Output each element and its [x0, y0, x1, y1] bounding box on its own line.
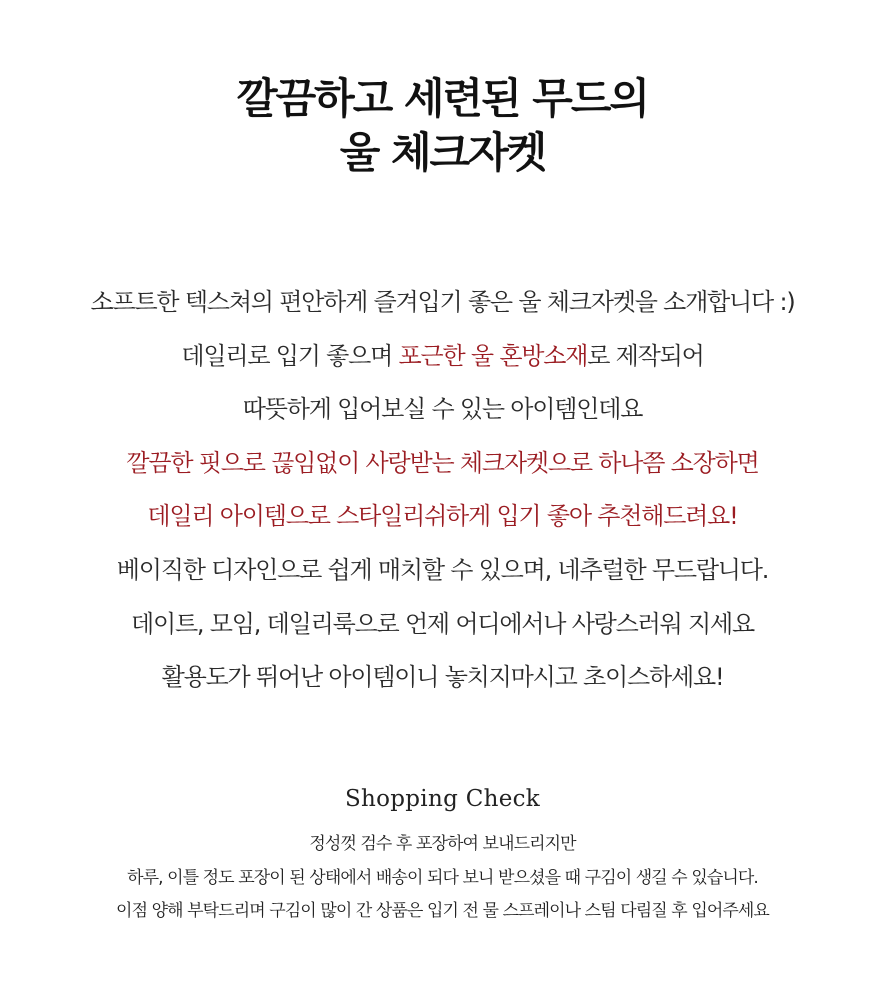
- description-line-2: [0, 330, 885, 384]
- headline-line-1: 깔끔하고 세련된 무드의: [237, 74, 648, 123]
- notice-line-3: 이점 양해 부탁드리며 구김이 많이 간 상품은 입기 전 물 스프레이나 스팀 다림질 후 입어주세요: [116, 901, 769, 921]
- description-line-7: 데이트, 모임, 데일리룩으로 언제 어디에서나 사랑스러워 지세요: [130, 609, 754, 638]
- description-line-4-highlight: 깔끔한 핏으로 끊임없이 사랑받는 체크자켓으로 하나쯤 소장하면: [126, 448, 759, 477]
- shopping-check-notice: [0, 828, 885, 929]
- description-line-6: 베이직한 디자인으로 쉽게 매치할 수 있으며, 네추럴한 무드랍니다.: [116, 555, 769, 584]
- description-line-5-highlight: 데일리 아이템으로 스타일리쉬하게 입기 좋아 추천해드려요!: [147, 502, 738, 531]
- notice-line-2: 하루, 이틀 정도 포장이 된 상태에서 배송이 되다 보니 받으셨을 때 구김이 생길 수 있습니다.: [127, 867, 758, 888]
- headline-line-2: 울 체크자켓: [339, 128, 546, 177]
- description-line-2-start: 데일리로 입기 좋으며: [181, 341, 399, 370]
- description-line-1: 소프트한 텍스쳐의 편안하게 즐겨입기 좋은 울 체크자켓을 소개합니다 :): [90, 288, 795, 316]
- product-headline: [0, 72, 885, 180]
- shopping-check-title: Shopping Check: [344, 786, 541, 812]
- notice-line-1: 정성껏 검수 후 포장하여 보내드리지만: [309, 834, 576, 854]
- description-line-3: 따뜻하게 입어보실 수 있는 아이템인데요: [242, 395, 643, 424]
- description-line-2-end: 로 제작되어: [587, 341, 704, 370]
- description-highlight-material: 포근한 울 혼방소재: [398, 341, 588, 370]
- description-line-8: 활용도가 뛰어난 아이템이니 놓치지마시고 초이스하세요!: [161, 663, 724, 692]
- product-description: [0, 276, 885, 705]
